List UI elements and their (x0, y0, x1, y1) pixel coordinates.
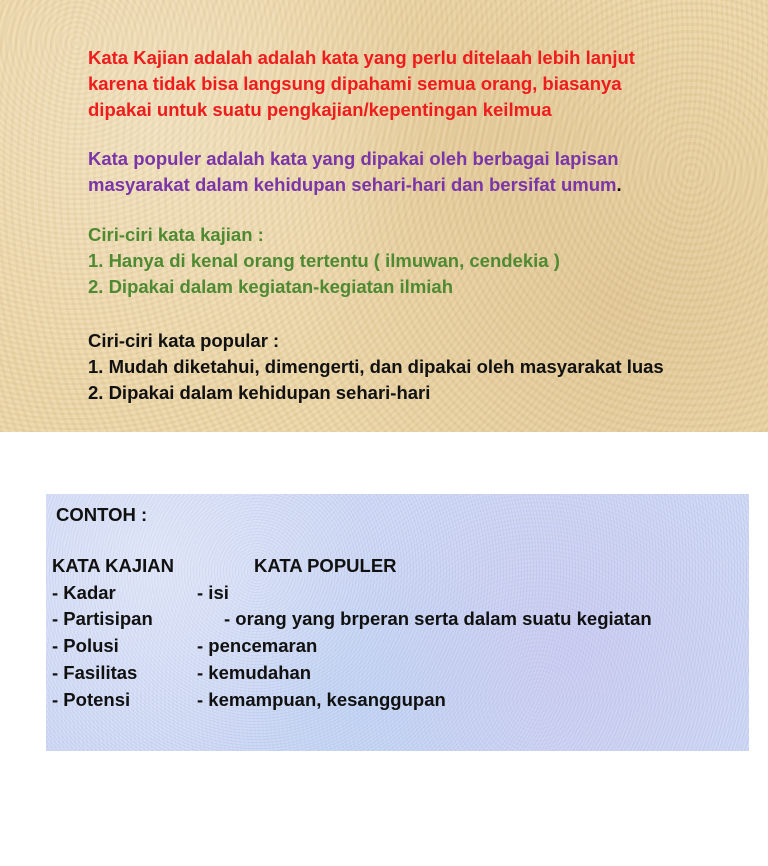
list-item: 2. Dipakai dalam kehidupan sehari-hari (88, 382, 431, 403)
list-item: 1. Hanya di kenal orang tertentu ( ilmuwan, cendekia ) (88, 250, 560, 271)
slide-examples (46, 494, 749, 751)
sentence-period: . (616, 174, 622, 195)
ciri-kata-popular-list (88, 328, 728, 406)
definition-line: karena tidak bisa langsung dipahami semua orang, biasanya (88, 73, 622, 94)
populer-word: - kemampuan, kesanggupan (197, 689, 446, 710)
list-item: 2. Dipakai dalam kegiatan-kegiatan ilmiah (88, 276, 453, 297)
kajian-word: - Potensi (52, 689, 131, 710)
definition-line: Kata Kajian adalah adalah kata yang perlu ditelaah lebih lanjut (88, 47, 635, 68)
ciri-kajian-heading: Ciri-ciri kata kajian : (88, 224, 264, 245)
header-kata-kajian: KATA KAJIAN (52, 555, 174, 576)
populer-word: - kemudahan (197, 662, 312, 683)
ciri-populer-heading: Ciri-ciri kata popular : (88, 330, 280, 351)
kata-populer-definition (88, 146, 728, 198)
populer-word: - isi (197, 582, 229, 603)
populer-word: - pencemaran (197, 635, 318, 656)
definition-line: Kata populer adalah kata yang dipakai oleh berbagai lapisan (88, 148, 619, 169)
kajian-word: - Kadar (52, 582, 116, 603)
populer-word: - orang yang brperan serta dalam suatu kegiatan (224, 608, 652, 629)
slide-definitions (0, 0, 768, 432)
kata-kajian-definition (88, 45, 728, 123)
ciri-kata-kajian-list (88, 222, 728, 300)
definition-line: masyarakat dalam kehidupan sehari-hari dan bersifat umum (88, 174, 617, 195)
definition-line: dipakai untuk suatu pengkajian/kepentingan keilmua (88, 99, 552, 120)
list-item: 1. Mudah diketahui, dimengerti, dan dipakai oleh masyarakat luas (88, 356, 664, 377)
definition-line-with-period (88, 172, 728, 198)
examples-title: CONTOH : (56, 504, 148, 525)
kajian-word: - Fasilitas (52, 662, 138, 683)
header-kata-populer: KATA POPULER (254, 555, 397, 576)
kajian-word: - Partisipan (52, 608, 153, 629)
kajian-word: - Polusi (52, 635, 119, 656)
